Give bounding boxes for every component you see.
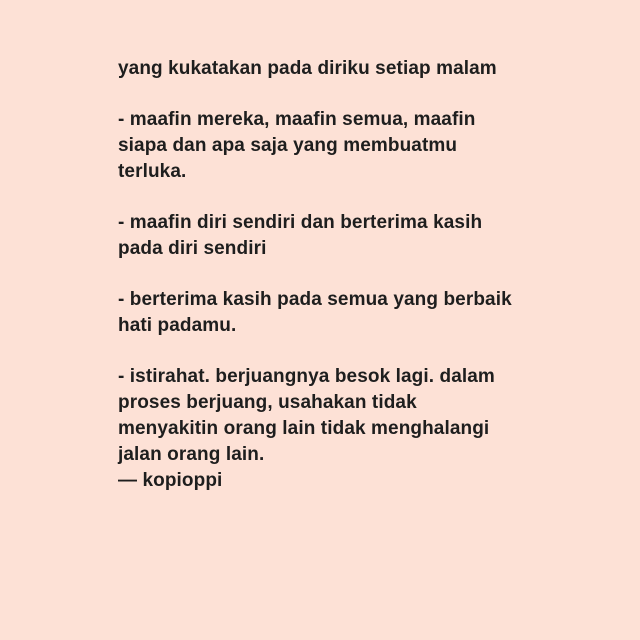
quote-line: hati padamu. — [118, 315, 237, 336]
quote-line: - maafin diri sendiri dan berterima kasih — [118, 212, 483, 233]
quote-line: menyakitin orang lain tidak menghalangi — [118, 418, 490, 439]
quote-line: jalan orang lain. — [118, 444, 265, 465]
quote-line: siapa dan apa saja yang membuatmu — [118, 135, 458, 156]
quote-paragraph-1 — [118, 107, 578, 185]
quote-title-line: yang kukatakan pada diriku setiap malam — [118, 58, 497, 79]
quote-line: pada diri sendiri — [118, 238, 267, 259]
quote-line: proses berjuang, usahakan tidak — [118, 392, 417, 413]
quote-line: - maafin mereka, maafin semua, maafin — [118, 109, 476, 130]
quote-attribution: — kopioppi — [118, 470, 223, 491]
quote-paragraph-4 — [118, 364, 578, 494]
quote-line: terluka. — [118, 161, 187, 182]
quote-paragraph-3 — [118, 287, 578, 339]
quote-line: - istirahat. berjuangnya besok lagi. dalam — [118, 366, 495, 387]
quote-paragraph-2 — [118, 210, 578, 262]
quote-text-block — [118, 56, 578, 494]
quote-line: - berterima kasih pada semua yang berbaik — [118, 289, 512, 310]
quote-title — [118, 56, 578, 82]
